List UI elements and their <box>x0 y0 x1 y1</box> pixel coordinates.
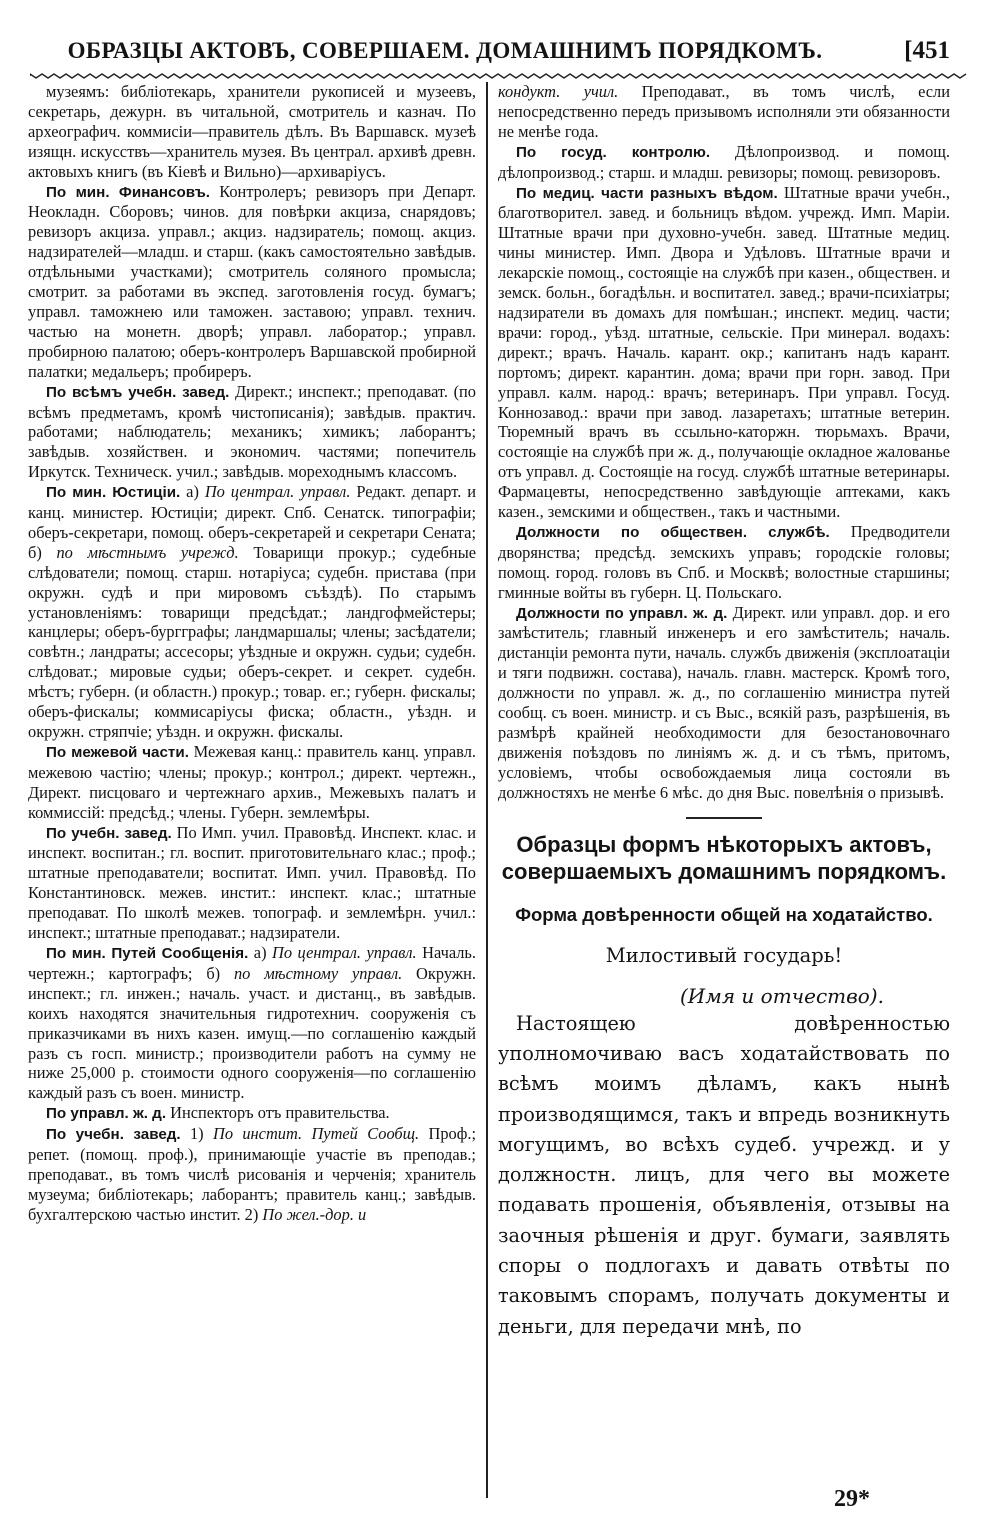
signature-mark: 29* <box>834 1486 870 1512</box>
paragraph-medical: По медиц. части разныхъ вѣдом. Штатные врачи учебн., благотворител. завед. и больницъ вѣдом. учрежд. Имп. Маріи. Штатные врачи при духовно-учебн. завед. Штатные медиц. чины министер. Имп. Двора и Удѣловъ. Штатные врачи и лекарскіе помощ., состоящіе на службѣ при казен., обществен. и земск. больн., богадѣльн. и воспитател. завед.; врачи-психіатры; надзиратели въ домахъ для помѣшан.; инспект. медиц. части; врачи: город., уѣзд. штатные, сельскіе. При минерал. водахъ: директ.; врачъ. Началь. карант. окр.; капитанъ надъ карант. портомъ; директ. карантин. дома; врачи при горн. завод. При управл. калм. народ.: врачъ; ветеринаръ. При управл. Госуд. Коннозавод.: врачи при завод. лазаретахъ; штатные ветерин. Тюремный врачъ въ ссыльно-каторжн. тюрьмахъ. Врачи, состоящіе на службѣ при ж. д., получающіе окладное жалованье отъ управл. д. Состоящіе на госуд. службѣ штатные ветеринары. Фармацевты, непосредственно завѣдующіе аптеками, какъ казен., земскими и обществен., такъ и частными. <box>498 182 950 522</box>
heading-all-schools: По всѣмъ учебн. завед. <box>46 383 230 401</box>
paragraph-ways: По мин. Путей Сообщенія. а) По централ. управл. Началь. чертежн.; картографъ; б) по мѣстному управл. Окружн. инспект.; гл. инжен.; началь. участ. и дистанц., въ завѣдыв. коихъ находятся значительныя гидротехнич. сооруженія съ приказчиками въ нихъ казен. имущ.—по соглашенію каждый разъ съ госп. министр.; производители работъ на сумму не ниже 25,000 р. стоимости одного сооруженія—по соглашенію каждый разъ съ воен. министр. <box>28 942 476 1103</box>
wavy-header-rule <box>30 72 970 80</box>
paragraph-justice: По мин. Юстиціи. а) По централ. управл. Редакт. департ. и канц. министер. Юстиціи; директ. Спб. Сенатск. типографіи; оберъ-секретари, помощ. оберъ-секретарей и секретари Сената; б) по мѣстнымъ учрежд. Товарищи прокур.; судебные слѣдователи; помощ. старш. нотаріуса; судебн. пристава (при окружн. судѣ и при мировомъ съѣздѣ). По старымъ установленіямъ: товарищи предсѣдат.; ландгофмейстеры; канцлеры; оберъ-бургграфы; ландмаршалы; члены; засѣдатели; совѣтн.; ландраты; ассесоры; уѣздные и окружн. судьи; судебн. слѣдоват.; мировые судьи; оберъ-секрет. и секрет. судебн. мѣстъ; губерн. (и областн.) прокур.; товар. ег.; губерн. фискалы; оберъ-фискалы; коммисаріусы фиска; областн., уѣздн. и окружн. стряпчіе; уѣздн. и окружн. фискалы. <box>28 482 476 741</box>
paragraph-railway-posts: Должности по управл. ж. д. Директ. или управл. дор. и его замѣститель; главный инженеръ и его замѣститель; началь. дистанціи ремонта пути, началь. службъ движенія (эксплоатаціи и тяги подвижн. состава), началь. главн. мастерск. Кромѣ того, должности по управл. ж. д., по соглашенію министра путей сообщ. съ воен. министр. и съ Выс., всякій разъ, разрѣшенія, въ размѣрѣ крайней необходимости для безостановочнаго движенія поѣздовъ по линіямъ ж. д. и съ тѣмъ, притомъ, условіемъ, чтобы освобождаемыя лица состояли въ должностяхъ не менѣе 6 мѣс. до дня Выс. повелѣнія о призывѣ. <box>498 602 950 802</box>
paragraph-museums: музеямъ: библіотекарь, хранители рукописей и музеевъ, секретарь, дежурн. въ читальной, смотритель и казнач. По археографич. коммисіи—правитель дѣлъ. Въ Варшавск. музеѣ изящн. искусствъ—хранитель музея. Въ централ. архивѣ древн. актовыхъ книгъ (въ Кіевѣ и Вильно)—архиваріусъ. <box>28 82 476 181</box>
heading-finance: По мин. Финансовъ. <box>46 183 210 201</box>
form-title: Форма довѣренности общей на ходатайство. <box>515 903 933 925</box>
heading-railway-schools: По учебн. завед. <box>46 1126 181 1144</box>
salutation: Милостивый государь! <box>605 943 843 967</box>
name-placeholder: (Имя и отчество). <box>680 983 884 1008</box>
heading-state-control: По госуд. контролю. <box>516 143 711 161</box>
left-column <box>28 82 476 1482</box>
heading-survey: По межевой части. <box>46 743 189 761</box>
column-divider <box>486 82 488 1498</box>
paragraph-public-service: Должности по обществен. службѣ. Предводители дворянства; предсѣд. земскихъ управъ; городскіе головы; помощ. город. головъ въ Спб. и Москвѣ; волостные старшины; гминные войты въ губерн. Ц. Польскаго. <box>498 521 950 602</box>
paragraph-survey: По межевой части. Межевая канц.: правитель канц. управл. межевою частію; члены; прокур.; контрол.; директ. чертежн., Директ. писцоваго и чертежнаго архив., Межевыхъ палатъ и коммиссій: предсѣд.; члены. Губерн. землемѣры. <box>28 741 476 822</box>
paragraph-all-schools: По всѣмъ учебн. завед. Директ.; инспект.; преподават. (по всѣмъ предметамъ, кромѣ чистописанія); завѣдыв. практич. работами; наблюдатель; механикъ; химикъ; лаборантъ; завѣдыв. хозяйствен. и экономич. частями; попечитель Иркутск. Техническ. учил.; завѣдыв. мореходнымъ классомъ. <box>28 381 476 482</box>
heading-public-service: Должности по обществен. службѣ. <box>516 523 830 541</box>
paragraph-railway-admin: По управл. ж. д. Инспекторъ отъ правительства. <box>46 1103 390 1123</box>
header-title: ОБРАЗЦЫ АКТОВЪ, СОВЕРШАЕМ. ДОМАШНИМЪ ПОРЯДКОМЪ. <box>67 38 823 63</box>
section-title: Образцы формъ нѣкоторыхъ актовъ, совершаемыхъ домашнимъ порядкомъ. <box>501 831 947 884</box>
section-separator <box>686 817 762 819</box>
right-column <box>498 82 950 1507</box>
paragraph-finance: По мин. Финансовъ. Контролеръ; ревизоръ при Департ. Неокладн. Сборовъ; чинов. для повѣрки акциза, снарядовъ; ревизоръ акциза. управл.; акциз. надзиратель; помощ. акциз. надзирателей—младш. и старш. (какъ самостоятельно завѣдыв. отдѣльными участками); смотритель соляного промысла; смотрит. за работами въ экспед. заготовленія госуд. бумагъ; управл. таможнею или таможен. заставою; управл. технич. частью на монетн. дворѣ; управл. лаборатор.; управл. пробирною палатою; оберъ-контролеръ Варшавской пробирной палатки; медальеръ; пробиреръ. <box>28 181 476 381</box>
heading-law-schools: По учебн. завед. <box>46 824 172 842</box>
heading-ways: По мин. Путей Сообщенія. <box>46 944 249 962</box>
heading-justice: По мин. Юстиціи. <box>46 484 181 502</box>
page-number: [451 <box>904 37 950 64</box>
running-header <box>30 28 970 74</box>
heading-railway-admin: По управл. ж. д. <box>46 1105 167 1123</box>
paragraph-state-control: По госуд. контролю. Дѣлопроизвод. и помощ. дѣлопроизвод.; старш. и младш. ревизоры; помощ. ревизоровъ. <box>498 141 950 182</box>
paragraph-railway-schools: По учебн. завед. 1) По инстит. Путей Сообщ. Проф.; репет. (помощ. проф.), принимающіе участіе въ преподав.; преподават., въ томъ числѣ рисованія и черченія; хранитель музеума; библіотекарь; лаборантъ; правитель канц.; завѣдыв. бухгалтерскою частью инстит. 2) По жел.-дор. и <box>28 1124 476 1224</box>
paragraph-law-schools: По учебн. завед. По Имп. учил. Правовѣд. Инспект. клас. и инспект. воспитан.; гл. воспит. приготовительнаго клас.; проф.; штатные преподаватели; воспитат. Имп. учил. Правовѣд. По Константиновск. межев. инстит.: инспект. клас.; штатные преподават. По школѣ межев. топограф. и землемѣрн. учил.: инспект.; штатные преподават.; надзиратели. <box>28 822 476 943</box>
power-of-attorney-body: Настоящею довѣренностью уполномочиваю васъ ходатайствовать по всѣмъ моимъ дѣламъ, какъ нынѣ производящимся, такъ и впредь возникнуть могущимъ, во всѣхъ судеб. учрежд. и у должностн. лицъ, для чего вы можете подавать прошенія, объявленія, отзывы на заочныя рѣшенія и друг. бумаги, заявлять споры о подлогахъ и давать отвѣты по таковымъ спорамъ, получать документы и деньги, для передачи мнѣ, по <box>498 1011 950 1338</box>
heading-medical: По медиц. части разныхъ вѣдом. <box>516 184 778 202</box>
heading-railway-posts: Должности по управл. ж. д. <box>516 604 728 622</box>
paragraph-conductor-schools: кондукт. учил. Преподават., въ томъ числѣ, если непосредственно передъ призывомъ исполняли эти обязанности не менѣе года. <box>498 82 950 141</box>
